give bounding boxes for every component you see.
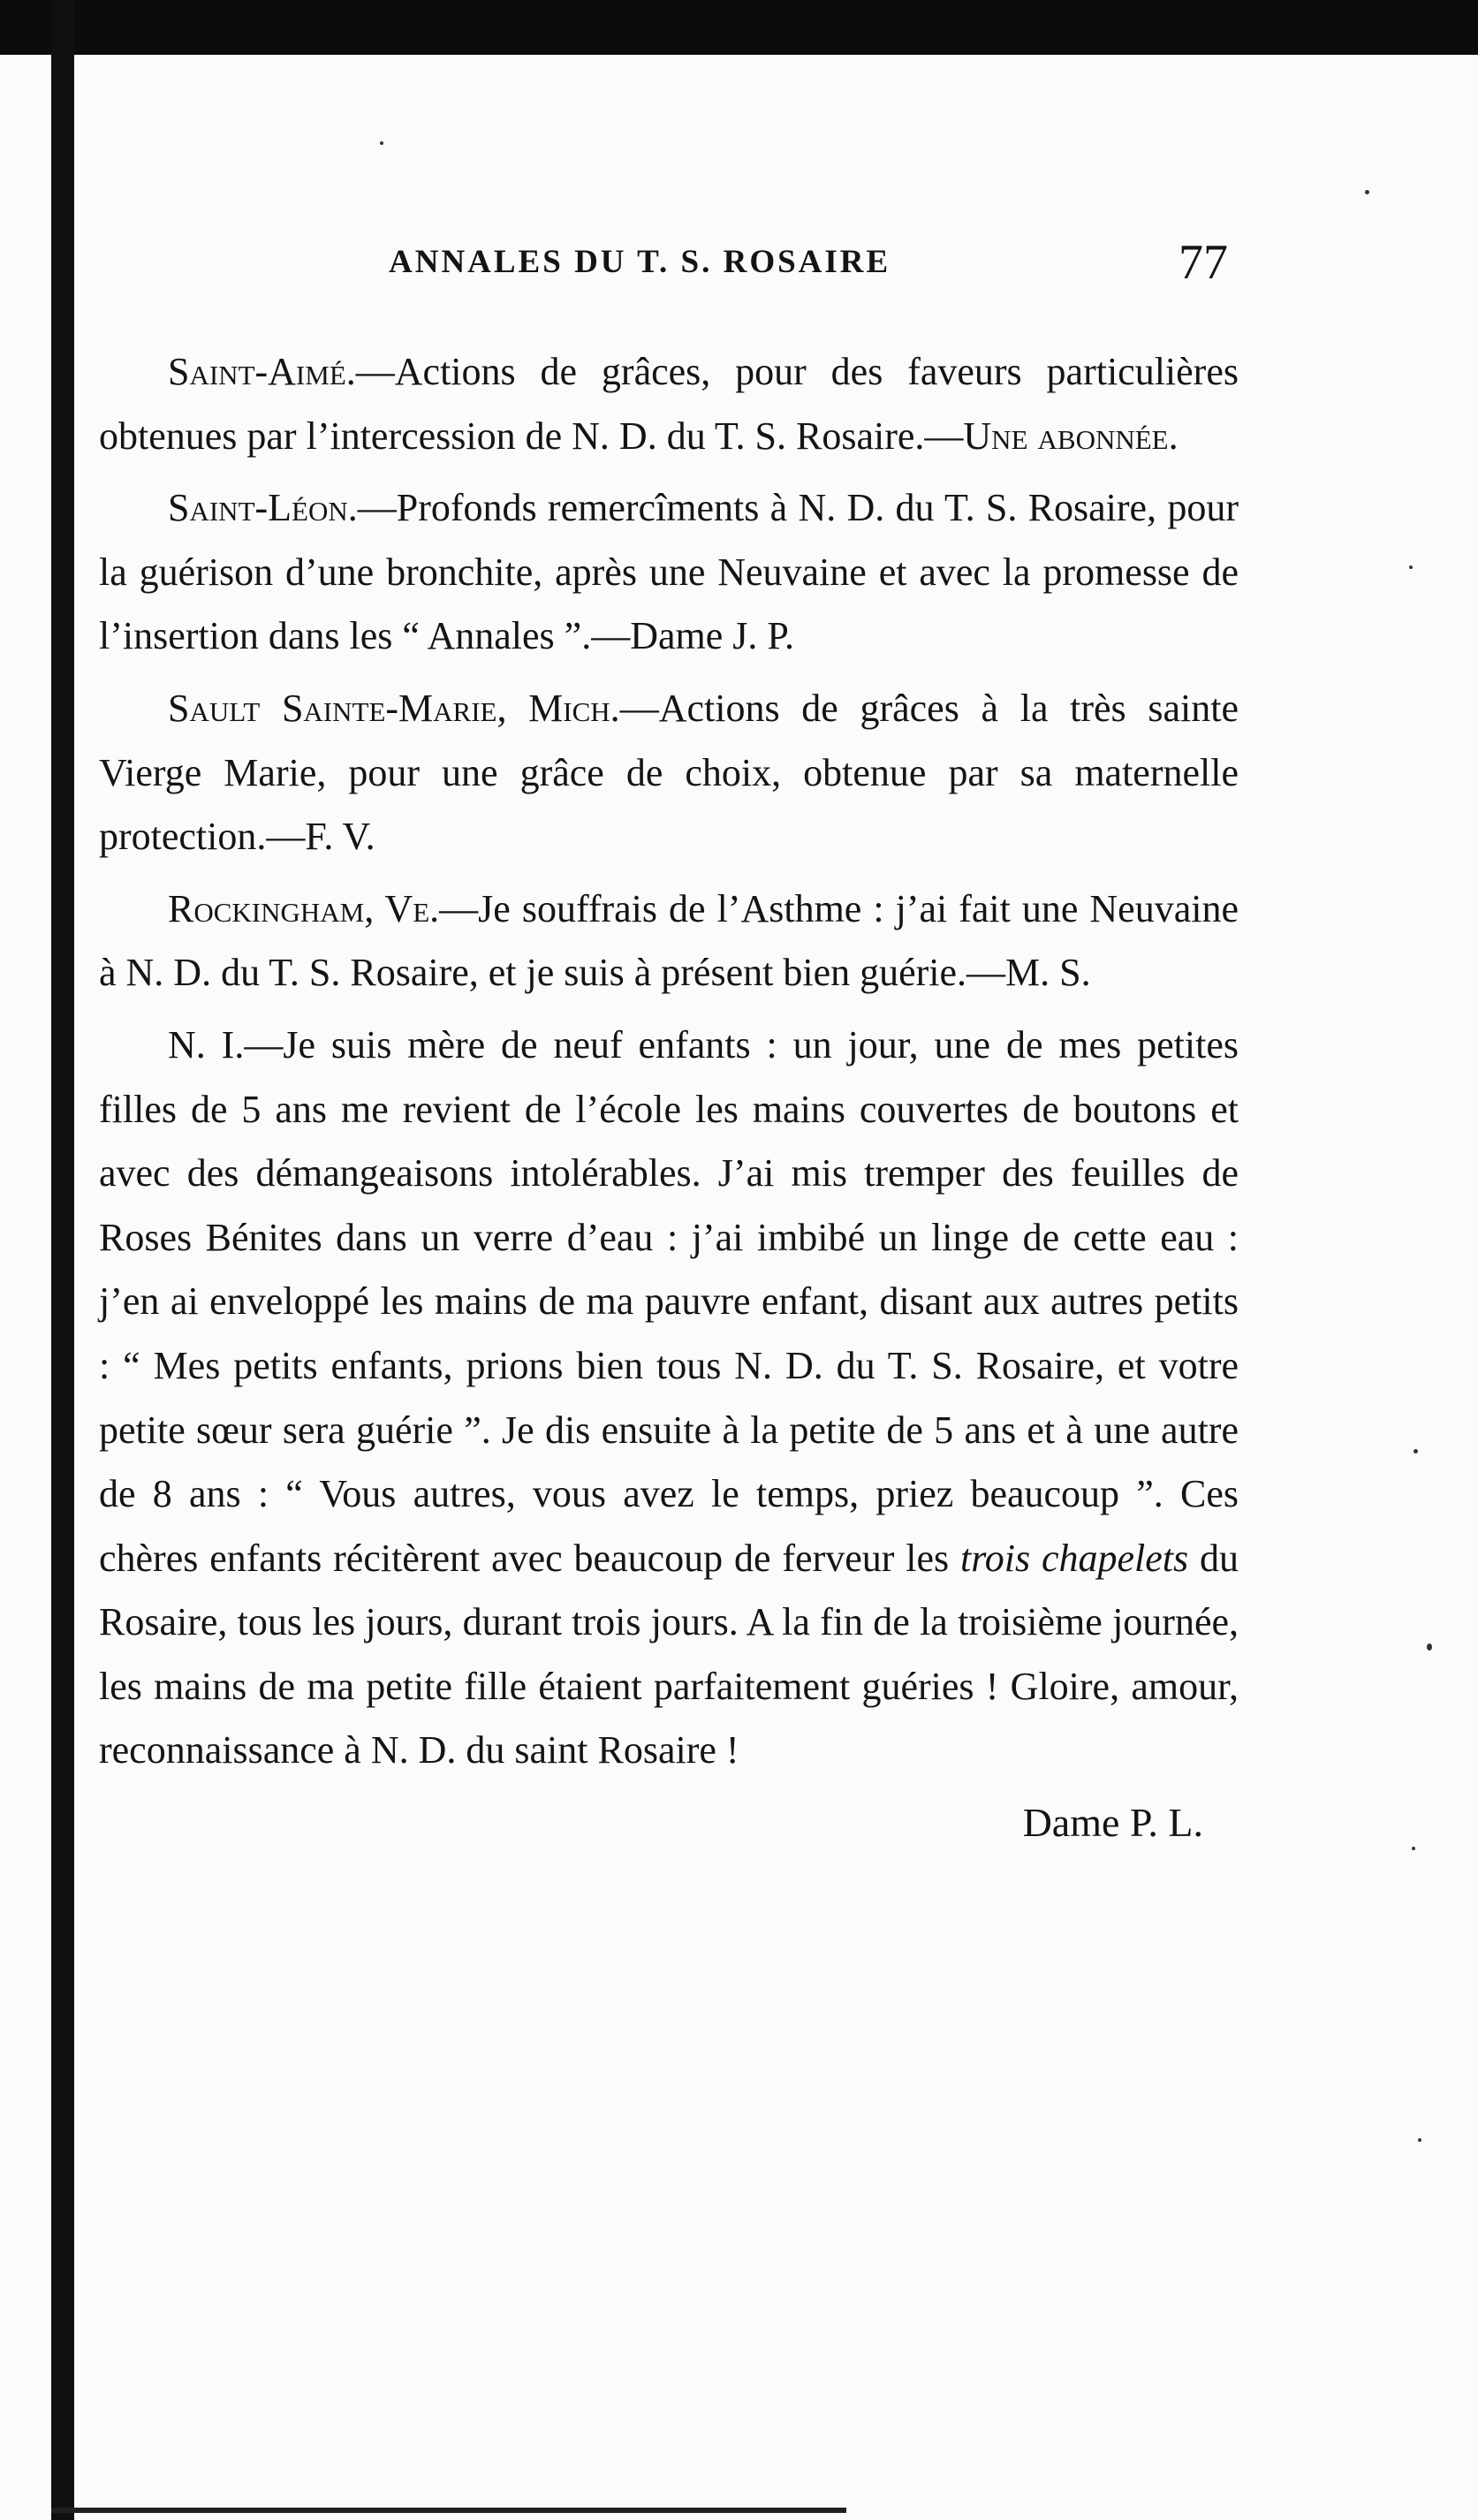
entry-text: —Actions de grâces à la très sainte Vierge Marie, pour une grâce de choix, obtenue par sa maternelle protection.—F. V. <box>99 686 1239 859</box>
scan-speck <box>1365 190 1369 194</box>
scan-speck <box>1418 2138 1421 2142</box>
entry-text: —Je souffrais de l’Asthme : j’ai fait une Neuvaine à N. D. du T. S. Rosaire, et je suis à présent bien guérie.—M. S. <box>99 886 1239 995</box>
entry-paragraph <box>99 877 1239 1006</box>
testimony-italic-phrase: trois chapelets <box>960 1536 1189 1580</box>
testimony-text: —Je suis mère de neuf enfants : un jour, une de mes petites filles de 5 ans me revient de l’école les mains couvertes de boutons et avec des démangeaisons intolérables. J’ai mis tremper des feuilles de Roses Bénites dans un verre d’eau : j’ai imbibé un linge de cette eau : j’en ai enveloppé les mains de ma pauvre enfant, disant aux autres petits : “ Mes petits enfants, prions bien tous N. D. du T. S. Rosaire, et votre petite sœur sera guérie ”. Je dis ensuite à la petite de 5 ans et à une autre de 8 ans : “ Vous autres, vous avez le temps, priez beaucoup ”. Ces chères enfants récitèrent avec beaucoup de ferveur les <box>99 1022 1239 1580</box>
scan-border-top <box>0 0 1478 55</box>
entry-paragraph <box>99 476 1239 669</box>
scan-speck <box>1427 1643 1432 1651</box>
entry-place: Rockingham, Ve. <box>168 886 440 930</box>
scan-speck <box>380 141 383 145</box>
page-body <box>99 340 1239 1856</box>
scan-speck <box>1412 1847 1415 1850</box>
scan-speck <box>1409 565 1413 569</box>
page-number: 77 <box>1179 235 1228 290</box>
running-head: ANNALES DU T. S. ROSAIRE <box>389 244 891 280</box>
entry-text: —Profonds remercîments à N. D. du T. S. Rosaire, pour la guérison d’une bronchite, après une Neuvaine et avec la promesse de l’insertion dans les “ Annales ”.—Dame J. P. <box>99 486 1239 658</box>
scan-border-left <box>51 0 74 2520</box>
testimony-paragraph <box>99 1013 1239 1783</box>
entry-place: Saint-Aimé. <box>168 350 356 393</box>
testimony-lead: N. I. <box>168 1022 245 1066</box>
entry-place: Sault Sainte-Marie, Mich. <box>168 686 620 730</box>
testimony-signature: Dame P. L. <box>1022 1800 1203 1846</box>
entry-place: Saint-Léon. <box>168 486 358 530</box>
entry-paragraph <box>99 677 1239 869</box>
entry-text: —Actions de grâces, pour des faveurs particulières obtenues par l’intercession de N. D. du T. S. Rosaire.— <box>99 350 1239 458</box>
entry-paragraph <box>99 340 1239 468</box>
scan-border-bottom <box>51 2508 846 2513</box>
scan-speck <box>1414 1449 1418 1454</box>
entry-signature: Une abonnée. <box>963 414 1179 458</box>
page-header <box>389 234 1228 296</box>
testimony-text-continued: du Rosaire, tous les jours, durant trois jours. A la fin de la troisième journée, les mains de ma petite fille étaient parfaitement guéries ! Gloire, amour, reconnaissance à N. D. du saint Rosaire ! <box>99 1536 1239 1772</box>
